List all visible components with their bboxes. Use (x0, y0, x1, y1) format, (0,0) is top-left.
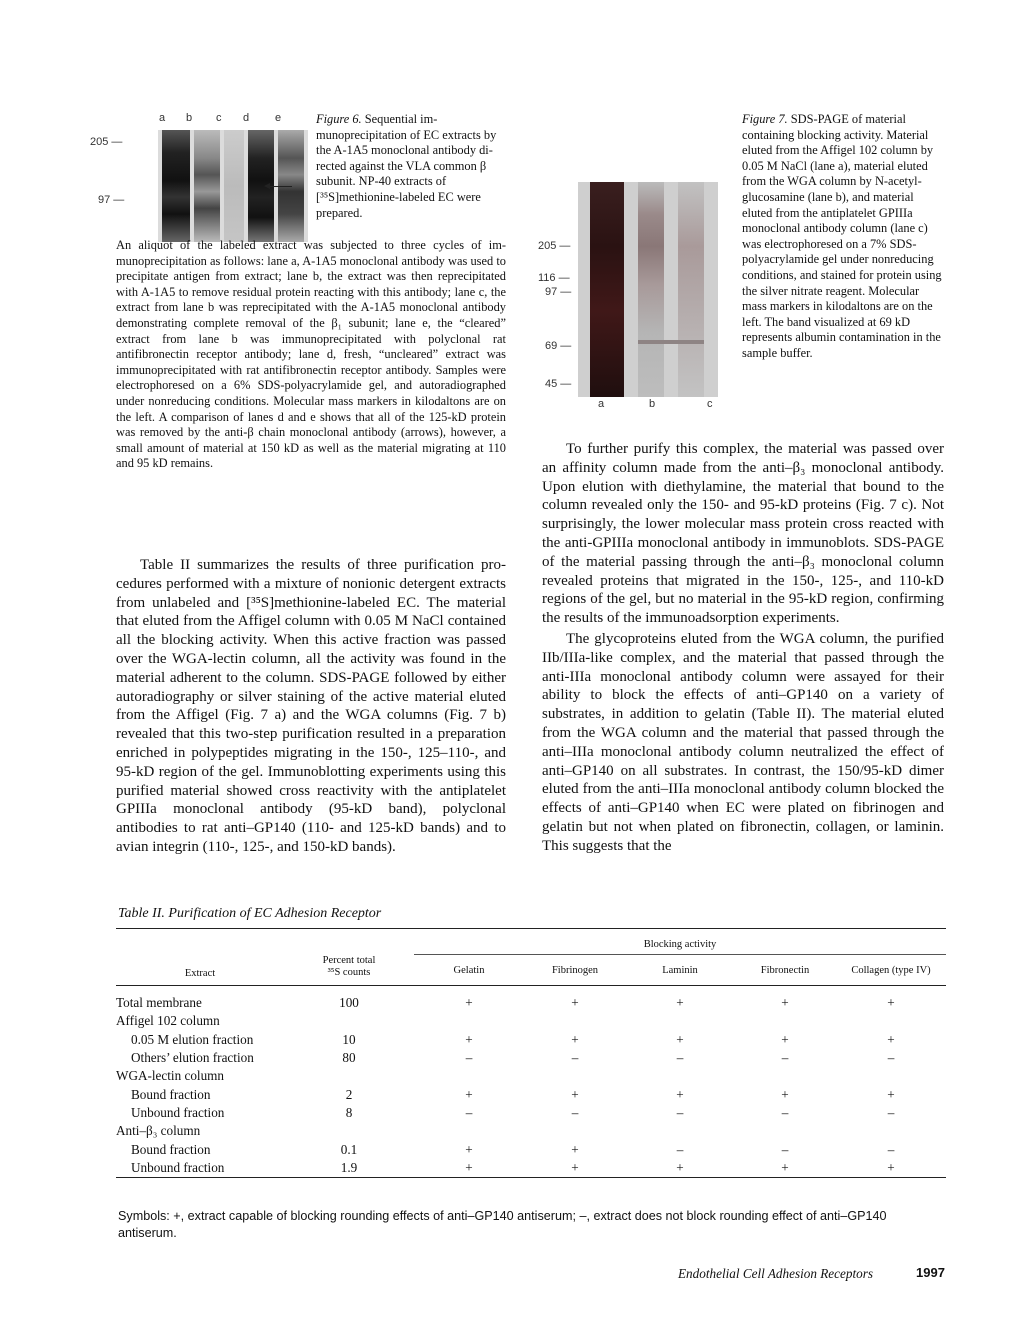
lane-label-c: c (707, 398, 713, 410)
paragraph: Table II summarizes the results of three purification procedures performed with a mixture of nonionic detergent extracts from unlabeled and [³⁵S]methionine-labeled EC. The material that eluted from the Affigel column with 0.05 M NaCl contained all the blocking activity. When this active fraction was passed over the WGA-lectin column, all the activity was found in the material adherent to the column. SDS-PAGE followed by either autoradiography or silver staining of the active material eluted from the Affigel (Fig. 7 a) and the WGA columns (Fig. 7 b) revealed that this two-step purification resulted in a preparation enriched in polypeptides migrating in the 150-, 125–110-, and 95-kD region of the gel. Immunoblotting experiments using this purified material showed cross reactivity with the antiplatelet GPIIIa monoclonal antibody (95-kD band), polyclonal antibodies to rat anti–GP140 (110- and 125-kD bands) and to avian integrin (110-, 125-, and 150-kD bands). (116, 557, 506, 855)
blocking-cell: + (571, 1031, 579, 1047)
blocking-cell (734, 1122, 836, 1140)
blocking-cell (836, 1012, 946, 1030)
table-row (116, 1104, 946, 1122)
figure-7-caption (742, 112, 942, 362)
lane-label-a: a (159, 112, 166, 124)
page-number: 1997 (916, 1265, 945, 1280)
blocking-cell (836, 1067, 946, 1085)
header-collagen: Collagen (type IV) (851, 964, 931, 976)
row-label: Unbound fraction (131, 1159, 225, 1175)
blocking-cell: – (676, 1104, 684, 1120)
table-body (116, 986, 946, 1178)
blocking-cell: – (676, 1141, 684, 1157)
blocking-cell: + (571, 995, 579, 1011)
table-row (116, 1159, 946, 1178)
marker-97: 97 — (98, 194, 125, 206)
blocking-cell (524, 1012, 626, 1030)
header-fibrinogen: Fibrinogen (551, 964, 599, 976)
lane-label-b: b (649, 398, 656, 410)
blocking-cell: – (571, 1104, 579, 1120)
marker-116: 116 — (538, 272, 570, 284)
blocking-cell: + (676, 1086, 684, 1102)
row-label: Bound fraction (131, 1141, 211, 1157)
percent-cell: 2 (345, 1086, 353, 1102)
marker-45: 45 — (545, 378, 572, 390)
row-label: Anti–β₃ column (116, 1123, 201, 1139)
blocking-cell: – (887, 1104, 895, 1120)
table-row (116, 1122, 946, 1140)
blocking-cell: – (781, 1141, 789, 1157)
row-label: Affigel 102 column (116, 1013, 220, 1029)
blocking-cell: + (887, 1159, 895, 1175)
blocking-cell: + (465, 995, 473, 1011)
lane-label-d: d (243, 112, 250, 124)
blocking-cell: + (465, 1159, 473, 1175)
blocking-cell: + (465, 1031, 473, 1047)
lane-label-b: b (186, 112, 193, 124)
blocking-cell (626, 1122, 734, 1140)
blocking-cell: + (571, 1141, 579, 1157)
blocking-cell: + (781, 1031, 789, 1047)
figure-7-label: Figure 7. (742, 112, 788, 126)
blocking-cell (734, 1067, 836, 1085)
figure-7-gel (578, 182, 718, 397)
blocking-cell: – (465, 1050, 473, 1066)
row-label: Unbound fraction (131, 1104, 225, 1120)
paragraph: The glycoproteins eluted from the WGA column, the purified IIb/IIIa-like complex, and the material that passed through the anti-IIIa monoclonal antibody column were assayed for their ability to block the effects of anti–GP140 on a variety of substrates, in addition to gelatin (Table II). The material eluted from the WGA column and the material that passed through the anti–IIIa monoclonal antibody column neutralized the effect of anti–GP140 on all substrates. In contrast, the 150/95-kD dimer eluted from the anti–IIIa monoclonal antibody column blocked the effects of anti–GP140 when EC were plated on fibrinogen and gelatin but not when plated on fibronectin, collagen, or laminin. This suggests that the (542, 630, 944, 854)
lane-label-e: e (275, 112, 282, 124)
marker-205: 205 — (538, 240, 571, 252)
figure-6-caption (316, 112, 506, 221)
percent-cell: 0.1 (340, 1141, 358, 1157)
blocking-cell: + (676, 1159, 684, 1175)
table-header-row (116, 929, 946, 955)
blocking-cell: + (676, 1031, 684, 1047)
blocking-cell: + (781, 1086, 789, 1102)
figure-6-label: Figure 6. (316, 112, 362, 126)
header-blocking-activity: Blocking activity (414, 929, 946, 955)
lane-label-c: c (216, 112, 222, 124)
figure-7-caption-text: SDS-PAGE of material containing blocking activity. Material eluted from the Affigel 102 column by 0.05 M NaCl (lane a), material eluted from the WGA column by N-acetyl-glucosamine (lane b), and material eluted from the antiplatelet GPIIIa monoclonal antibody column (lane c) was electrophoresed on a 7% SDS-polyacrylamide gel under nonreducing conditions, and stained for protein using the silver nitrate reagent. Molecular mass markers in kilodaltons are on the left. The band visualized at 69 kD represents albumin contamination in the sample buffer. (742, 112, 942, 360)
row-label: 0.05 M elution fraction (131, 1031, 254, 1047)
table-title: Table II. Purification of EC Adhesion Receptor (118, 906, 382, 921)
row-label: WGA-lectin column (116, 1068, 225, 1084)
paragraph: To further purify this complex, the material was passed over an affinity column made from the anti–β₃ monoclonal antibody. Upon elution with diethylamine, the material that bound to the column revealed only the 150- and 95-kD proteins (Fig. 7 c). Not surprisingly, the lower molecular mass protein cross reacted with the anti-GPIIIa monoclonal antibody in immunoblots. SDS-PAGE of the material passing through the anti–β₃ monoclonal column revealed proteins that migrated in the 150-, 125-, and 110-kD regions of the gel, but no material in the 95-kD region, confirming the results of the immunoadsorption experiments. (542, 441, 944, 627)
blocking-cell: + (465, 1141, 473, 1157)
blocking-cell: – (781, 1104, 789, 1120)
header-percent (284, 929, 414, 986)
table-row (116, 986, 946, 1013)
table-row (116, 1067, 946, 1085)
header-percent-line2: ³⁵S counts (327, 967, 371, 978)
blocking-cell: + (571, 1159, 579, 1175)
data-table (116, 928, 946, 1178)
blocking-cell (626, 1012, 734, 1030)
table-footnote: Symbols: +, extract capable of blocking rounding effects of anti–GP140 antiserum; –, extract does not block rounding effect of anti–GP140 antiserum. (118, 1209, 887, 1240)
percent-cell (284, 1122, 414, 1140)
blocking-cell: + (887, 1031, 895, 1047)
figure-6-caption-text: Sequential immunoprecipitation of EC extracts by the A-1A5 monoclonal antibody directed against the VLA common β subunit. NP-40 extracts of [³⁵S]methionine-labeled EC were prepared. (316, 112, 497, 220)
blocking-cell (524, 1067, 626, 1085)
header-percent-line1: Percent total (322, 955, 376, 966)
blocking-cell: + (887, 995, 895, 1011)
blocking-cell: – (781, 1050, 789, 1066)
row-label: Others’ elution fraction (131, 1050, 254, 1066)
blocking-cell: – (571, 1050, 579, 1066)
blocking-cell: – (887, 1050, 895, 1066)
blocking-cell: – (465, 1104, 473, 1120)
blocking-cell: + (571, 1086, 579, 1102)
arrow-indicator (268, 186, 292, 187)
left-column-text (116, 556, 506, 857)
marker-69: 69 — (545, 340, 572, 352)
blocking-cell (524, 1122, 626, 1140)
blocking-cell (414, 1122, 524, 1140)
table-row (116, 1085, 946, 1103)
percent-cell: 80 (342, 1050, 356, 1066)
table-2 (116, 928, 946, 1178)
blocking-cell: + (465, 1086, 473, 1102)
table-row (116, 1012, 946, 1030)
table-row (116, 1140, 946, 1158)
table-row (116, 1031, 946, 1049)
percent-cell: 8 (345, 1104, 353, 1120)
blocking-cell: + (676, 995, 684, 1011)
blocking-cell: + (781, 995, 789, 1011)
figure-6-gel (90, 112, 310, 242)
percent-cell (284, 1067, 414, 1085)
blocking-cell (626, 1067, 734, 1085)
table-row (116, 1049, 946, 1067)
blocking-cell (836, 1122, 946, 1140)
header-fibronectin: Fibronectin (760, 964, 810, 976)
row-label: Total membrane (116, 995, 202, 1011)
percent-cell: 100 (339, 995, 359, 1011)
row-label: Bound fraction (131, 1086, 211, 1102)
header-laminin: Laminin (662, 964, 698, 976)
marker-205: 205 — (90, 136, 123, 148)
percent-cell: 1.9 (340, 1159, 358, 1175)
right-column-text (542, 440, 944, 856)
header-gelatin: Gelatin (453, 964, 485, 976)
blocking-cell: + (887, 1086, 895, 1102)
blocking-cell (414, 1012, 524, 1030)
header-extract: Extract (184, 968, 216, 979)
percent-cell (284, 1012, 414, 1030)
lane-label-a: a (598, 398, 605, 410)
blocking-cell (734, 1012, 836, 1030)
figure-6-legend: An aliquot of the labeled extract was subjected to three cycles of immunoprecipitation as follows: lane a, A-1A5 monoclonal antibody was used to precipitate antigen from extract; lane b, the extract was then reprecipitated with A-1A5 to remove residual protein reacting with this antibody; lane c, the extract from lane b was reprecipitated with the A-1A5 monoclonal antibody demonstrating complete removal of the β₁ subunit; lane e, the “cleared” extract from lane b was immunoprecipitated with polyclonal rat antifibronectin receptor antibody; lane d, fresh, “uncleared” extract was immunoprecipitated with rat antifibronectin receptor antibody. Samples were electrophoresed on a 6% SDS-polyacrylamide gel, and autoradiographed under nonreducing conditions. Molecular mass markers in kilodaltons are on the left. A comparison of lanes d and e shows that all of the 125-kD protein was removed by the anti-β chain monoclonal antibody (arrows), however, a small amount of material at 150 kD as well as the material migrating at 110 and 95 kD remains. (116, 238, 506, 471)
blocking-cell (414, 1067, 524, 1085)
blocking-cell: + (781, 1159, 789, 1175)
percent-cell: 10 (342, 1031, 356, 1047)
marker-97: 97 — (545, 286, 572, 298)
blocking-cell: – (676, 1050, 684, 1066)
blocking-cell: – (887, 1141, 895, 1157)
running-title: Endothelial Cell Adhesion Receptors (678, 1266, 873, 1281)
